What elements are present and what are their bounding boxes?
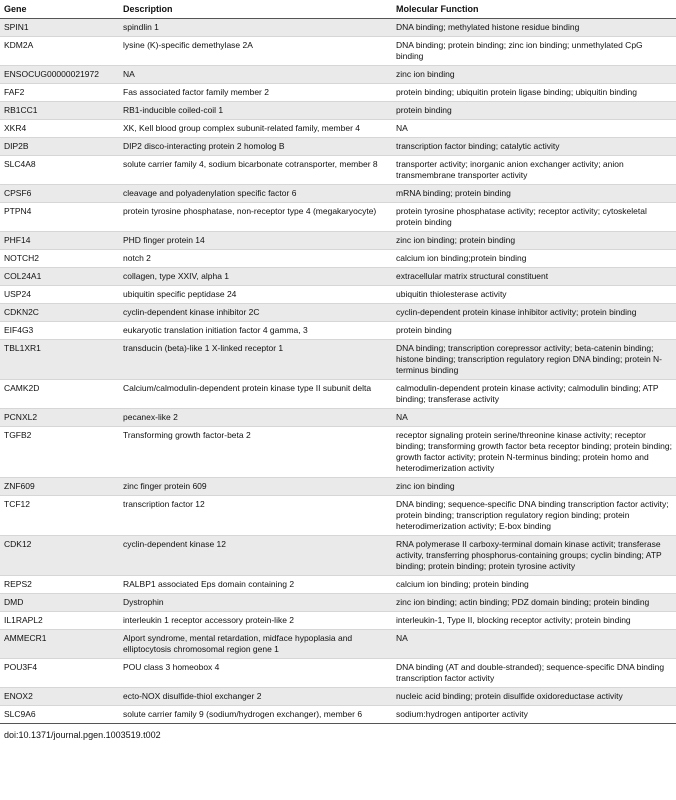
cell-gene: POU3F4 [0, 659, 119, 688]
cell-description: lysine (K)-specific demethylase 2A [119, 37, 392, 66]
table-row [0, 268, 676, 286]
cell-molecular-function: DNA binding; methylated histone residue binding [392, 19, 676, 37]
cell-molecular-function: DNA binding (AT and double-stranded); sequence-specific DNA binding transcription factor activity [392, 659, 676, 688]
cell-description: DIP2 disco-interacting protein 2 homolog B [119, 138, 392, 156]
cell-description: Alport syndrome, mental retardation, midface hypoplasia and elliptocytosis chromosomal region gene 1 [119, 630, 392, 659]
table-row [0, 232, 676, 250]
cell-molecular-function: zinc ion binding; protein binding [392, 232, 676, 250]
cell-molecular-function: calcium ion binding; protein binding [392, 576, 676, 594]
table-row [0, 19, 676, 37]
cell-molecular-function: NA [392, 630, 676, 659]
table-row [0, 380, 676, 409]
cell-molecular-function: sodium:hydrogen antiporter activity [392, 706, 676, 724]
cell-gene: FAF2 [0, 84, 119, 102]
header-molecular-function: Molecular Function [392, 0, 676, 19]
cell-description: notch 2 [119, 250, 392, 268]
table-row [0, 630, 676, 659]
cell-gene: PCNXL2 [0, 409, 119, 427]
cell-gene: CAMK2D [0, 380, 119, 409]
table-body [0, 19, 676, 724]
cell-gene: IL1RAPL2 [0, 612, 119, 630]
cell-description: cyclin-dependent kinase 12 [119, 536, 392, 576]
table-row [0, 427, 676, 478]
cell-molecular-function: nucleic acid binding; protein disulfide oxidoreductase activity [392, 688, 676, 706]
cell-description: transducin (beta)-like 1 X-linked receptor 1 [119, 340, 392, 380]
cell-molecular-function: ubiquitin thiolesterase activity [392, 286, 676, 304]
cell-gene: CPSF6 [0, 185, 119, 203]
table-row [0, 102, 676, 120]
cell-gene: ENOX2 [0, 688, 119, 706]
table-row [0, 250, 676, 268]
cell-description: cleavage and polyadenylation specific factor 6 [119, 185, 392, 203]
cell-molecular-function: transcription factor binding; catalytic activity [392, 138, 676, 156]
cell-gene: REPS2 [0, 576, 119, 594]
table-row [0, 478, 676, 496]
table-row [0, 304, 676, 322]
table-row [0, 156, 676, 185]
cell-gene: TBL1XR1 [0, 340, 119, 380]
table-row [0, 322, 676, 340]
table-row [0, 203, 676, 232]
cell-description: RALBP1 associated Eps domain containing 2 [119, 576, 392, 594]
cell-molecular-function: interleukin-1, Type II, blocking receptor activity; protein binding [392, 612, 676, 630]
table-row [0, 576, 676, 594]
cell-molecular-function: receptor signaling protein serine/threonine kinase activity; receptor binding; transforming growth factor beta receptor binding; protein binding; growth factor activity; protein N-terminus binding; protein homo and heterodimerization activity [392, 427, 676, 478]
cell-gene: ENSOCUG00000021972 [0, 66, 119, 84]
table-header [0, 0, 676, 19]
cell-description: POU class 3 homeobox 4 [119, 659, 392, 688]
table-row [0, 138, 676, 156]
cell-description: NA [119, 66, 392, 84]
cell-molecular-function: DNA binding; sequence-specific DNA binding transcription factor activity; protein binding; transcription regulatory region binding; protein heterodimerization activity; E-box binding [392, 496, 676, 536]
cell-gene: NOTCH2 [0, 250, 119, 268]
cell-description: ubiquitin specific peptidase 24 [119, 286, 392, 304]
cell-gene: SLC9A6 [0, 706, 119, 724]
cell-description: Fas associated factor family member 2 [119, 84, 392, 102]
cell-description: cyclin-dependent kinase inhibitor 2C [119, 304, 392, 322]
header-gene: Gene [0, 0, 119, 19]
table-row [0, 120, 676, 138]
table-row [0, 84, 676, 102]
cell-description: XK, Kell blood group complex subunit-related family, member 4 [119, 120, 392, 138]
cell-description: pecanex-like 2 [119, 409, 392, 427]
cell-molecular-function: protein binding [392, 322, 676, 340]
cell-molecular-function: mRNA binding; protein binding [392, 185, 676, 203]
table-row [0, 706, 676, 724]
cell-molecular-function: transporter activity; inorganic anion exchanger activity; anion transmembrane transporter activity [392, 156, 676, 185]
cell-gene: TCF12 [0, 496, 119, 536]
cell-molecular-function: DNA binding; protein binding; zinc ion binding; unmethylated CpG binding [392, 37, 676, 66]
cell-description: ecto-NOX disulfide-thiol exchanger 2 [119, 688, 392, 706]
cell-description: Dystrophin [119, 594, 392, 612]
cell-molecular-function: RNA polymerase II carboxy-terminal domain kinase activit; transferase activity, transferring phosphorus-containing groups; cyclin binding; ATP binding; protein binding; protein tyrosine activity [392, 536, 676, 576]
cell-description: solute carrier family 9 (sodium/hydrogen exchanger), member 6 [119, 706, 392, 724]
cell-description: interleukin 1 receptor accessory protein-like 2 [119, 612, 392, 630]
cell-gene: PHF14 [0, 232, 119, 250]
table-row [0, 496, 676, 536]
cell-description: Transforming growth factor-beta 2 [119, 427, 392, 478]
table-row [0, 37, 676, 66]
cell-molecular-function: zinc ion binding; actin binding; PDZ domain binding; protein binding [392, 594, 676, 612]
cell-molecular-function: NA [392, 409, 676, 427]
cell-description: transcription factor 12 [119, 496, 392, 536]
table-row [0, 66, 676, 84]
table-row [0, 612, 676, 630]
cell-gene: KDM2A [0, 37, 119, 66]
cell-molecular-function: DNA binding; transcription corepressor activity; beta-catenin binding; histone binding; transcription regulatory region DNA binding; protein N-terminus binding [392, 340, 676, 380]
cell-molecular-function: protein tyrosine phosphatase activity; receptor activity; cytoskeletal protein binding [392, 203, 676, 232]
cell-gene: COL24A1 [0, 268, 119, 286]
cell-molecular-function: zinc ion binding [392, 66, 676, 84]
cell-gene: TGFB2 [0, 427, 119, 478]
doi-caption: doi:10.1371/journal.pgen.1003519.t002 [4, 730, 161, 740]
cell-gene: ZNF609 [0, 478, 119, 496]
table-row [0, 659, 676, 688]
cell-molecular-function: cyclin-dependent protein kinase inhibitor activity; protein binding [392, 304, 676, 322]
table-row [0, 286, 676, 304]
cell-description: spindlin 1 [119, 19, 392, 37]
cell-gene: SPIN1 [0, 19, 119, 37]
table-row [0, 185, 676, 203]
table-row [0, 688, 676, 706]
table-row [0, 594, 676, 612]
header-row [0, 0, 676, 19]
cell-description: zinc finger protein 609 [119, 478, 392, 496]
cell-gene: XKR4 [0, 120, 119, 138]
cell-molecular-function: zinc ion binding [392, 478, 676, 496]
cell-gene: EIF4G3 [0, 322, 119, 340]
cell-gene: AMMECR1 [0, 630, 119, 659]
cell-description: solute carrier family 4, sodium bicarbonate cotransporter, member 8 [119, 156, 392, 185]
cell-description: eukaryotic translation initiation factor 4 gamma, 3 [119, 322, 392, 340]
cell-gene: CDKN2C [0, 304, 119, 322]
cell-gene: DIP2B [0, 138, 119, 156]
cell-gene: CDK12 [0, 536, 119, 576]
cell-molecular-function: protein binding; ubiquitin protein ligase binding; ubiquitin binding [392, 84, 676, 102]
cell-molecular-function: extracellular matrix structural constituent [392, 268, 676, 286]
cell-molecular-function: calcium ion binding;protein binding [392, 250, 676, 268]
cell-description: Calcium/calmodulin-dependent protein kinase type II subunit delta [119, 380, 392, 409]
cell-description: protein tyrosine phosphatase, non-receptor type 4 (megakaryocyte) [119, 203, 392, 232]
table-row [0, 409, 676, 427]
cell-molecular-function: calmodulin-dependent protein kinase activity; calmodulin binding; ATP binding; transferase activity [392, 380, 676, 409]
cell-description: collagen, type XXIV, alpha 1 [119, 268, 392, 286]
cell-gene: PTPN4 [0, 203, 119, 232]
header-description: Description [119, 0, 392, 19]
table-row [0, 536, 676, 576]
cell-gene: DMD [0, 594, 119, 612]
cell-gene: SLC4A8 [0, 156, 119, 185]
cell-description: RB1-inducible coiled-coil 1 [119, 102, 392, 120]
cell-molecular-function: protein binding [392, 102, 676, 120]
cell-molecular-function: NA [392, 120, 676, 138]
cell-gene: USP24 [0, 286, 119, 304]
table-row [0, 340, 676, 380]
cell-description: PHD finger protein 14 [119, 232, 392, 250]
cell-gene: RB1CC1 [0, 102, 119, 120]
